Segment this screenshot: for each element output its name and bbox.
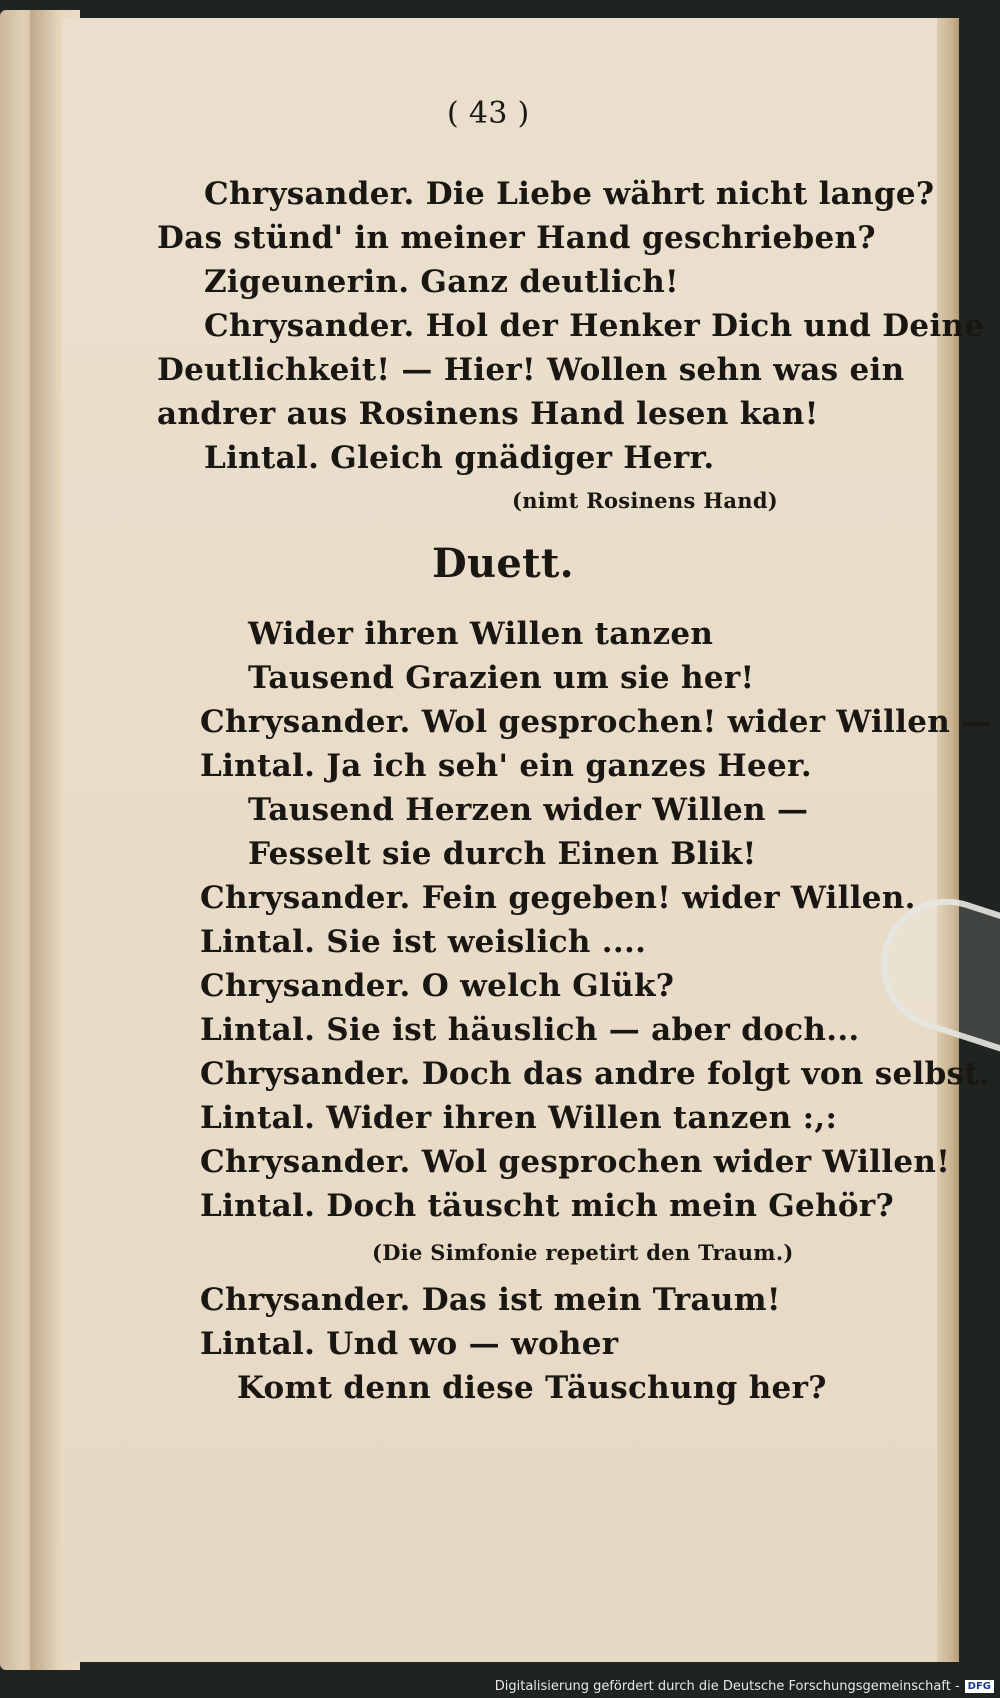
footer-credit (495, 1679, 994, 1694)
text-line: Chrysander. Das ist mein Traum! (200, 1282, 781, 1318)
text-line: Das stünd' in meiner Hand geschrieben? (157, 220, 876, 256)
duet-line: Lintal. Wider ihren Willen tanzen :,: (200, 1100, 838, 1136)
page-number: ( 43 ) (447, 96, 530, 131)
text-line: Deutlichkeit! — Hier! Wollen sehn was ein (157, 352, 905, 388)
text-line: Komt denn diese Täuschung her? (237, 1370, 827, 1406)
text-line: Chrysander. Hol der Henker Dich und Deine (204, 308, 985, 344)
footer-credit-text: Digitalisierung gefördert durch die Deutsche Forschungsgemeinschaft - (494, 1679, 960, 1694)
text-line: Zigeunerin. Ganz deutlich! (204, 264, 679, 300)
duet-line: Tausend Grazien um sie her! (248, 660, 755, 696)
section-heading: Duett. (432, 540, 574, 587)
duet-line: Lintal. Sie ist weislich .... (200, 924, 647, 960)
page-edge (937, 18, 959, 1662)
dfg-logo: DFG (965, 1680, 994, 1693)
duet-line: Chrysander. O welch Glük? (200, 968, 675, 1004)
duet-line: Chrysander. Doch das andre folgt von selbst. (200, 1056, 991, 1092)
text-line: andrer aus Rosinens Hand lesen kan! (157, 396, 819, 432)
text-line: Lintal. Und wo — woher (200, 1326, 619, 1362)
stage-direction: (Die Simfonie repetirt den Traum.) (372, 1240, 794, 1265)
duet-line: Lintal. Sie ist häuslich — aber doch... (200, 1012, 860, 1048)
duet-line: Fesselt sie durch Einen Blik! (248, 836, 757, 872)
duet-line: Lintal. Ja ich seh' ein ganzes Heer. (200, 748, 812, 784)
duet-line: Chrysander. Wol gesprochen wider Willen! (200, 1144, 951, 1180)
text-line: Chrysander. Die Liebe währt nicht lange? (204, 176, 935, 212)
duet-line: Chrysander. Fein gegeben! wider Willen. (200, 880, 916, 916)
book-page (62, 18, 993, 1662)
text-line: Lintal. Gleich gnädiger Herr. (204, 440, 715, 476)
duet-line: Tausend Herzen wider Willen — (248, 792, 809, 828)
stage-direction: (nimt Rosinens Hand) (512, 488, 779, 513)
duet-line: Lintal. Doch täuscht mich mein Gehör? (200, 1188, 894, 1224)
duet-line: Chrysander. Wol gesprochen! wider Willen — (200, 704, 993, 740)
duet-line: Wider ihren Willen tanzen (248, 616, 714, 652)
